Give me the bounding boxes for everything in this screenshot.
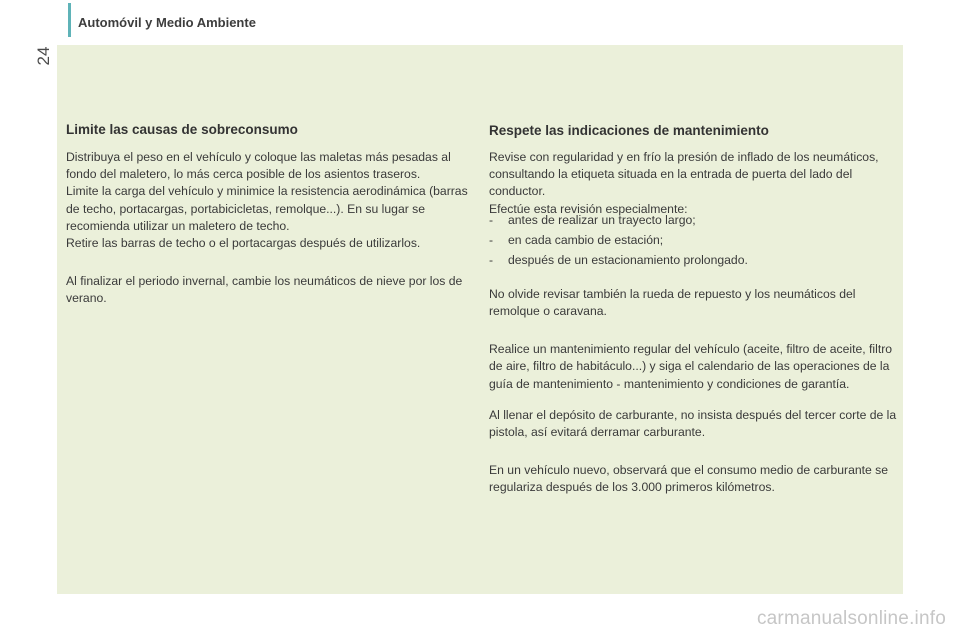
left-heading: Limite las causas de sobreconsumo: [66, 122, 298, 137]
left-paragraph: Limite la carga del vehículo y minimice la resistencia aerodinámica (barras de techo, portacargas, portabicicletas, remolque...). En su lugar se recomienda utilizar un maletero de techo.: [66, 184, 468, 233]
right-column: [489, 121, 901, 497]
right-paragraph: Efectúe esta revisión especialmente:: [489, 201, 688, 216]
left-paragraph: Retire las barras de techo o el portacargas después de utilizarlos.: [66, 236, 421, 251]
left-column: [66, 121, 476, 308]
right-paragraph: No olvide revisar también la rueda de repuesto y los neumáticos del remolque o caravana.: [489, 286, 856, 319]
checklist: [489, 212, 901, 272]
list-item: - en cada cambio de estación;: [489, 232, 664, 247]
right-heading: Respete las indicaciones de mantenimiento: [489, 123, 769, 138]
right-paragraph: Revise con regularidad y en frío la presión de inflado de los neumáticos, consultando la etiqueta situada en la entrada de puerta del lado del conductor.: [489, 150, 879, 199]
list-item: - después de un estacionamiento prolongado.: [489, 252, 748, 267]
section-accent-bar: [68, 3, 71, 37]
list-item: - antes de realizar un trayecto largo;: [489, 212, 696, 227]
right-paragraph: Realice un mantenimiento regular del vehículo (aceite, filtro de aceite, filtro de aire, filtro de habitáculo...) y siga el calendario de las operaciones de la guía de mantenimiento - mantenimiento y condiciones de garantía.: [489, 342, 893, 391]
right-paragraph: En un vehículo nuevo, observará que el consumo medio de carburante se regulariza después de los 3.000 primeros kilómetros.: [489, 463, 889, 495]
left-paragraph: Distribuya el peso en el vehículo y coloque las maletas más pesadas al fondo del maletero, lo más cerca posible de los asientos traseros.: [66, 150, 451, 182]
right-paragraph: Al llenar el depósito de carburante, no insista después del tercer corte de la pistola, así evitará derramar carburante.: [489, 407, 897, 440]
watermark: carmanualsonline.info: [756, 608, 946, 629]
section-title: Automóvil y Medio Ambiente: [78, 15, 256, 30]
left-paragraph: Al finalizar el periodo invernal, cambie los neumáticos de nieve por los de verano.: [66, 274, 463, 306]
page-number: 24: [34, 46, 53, 66]
